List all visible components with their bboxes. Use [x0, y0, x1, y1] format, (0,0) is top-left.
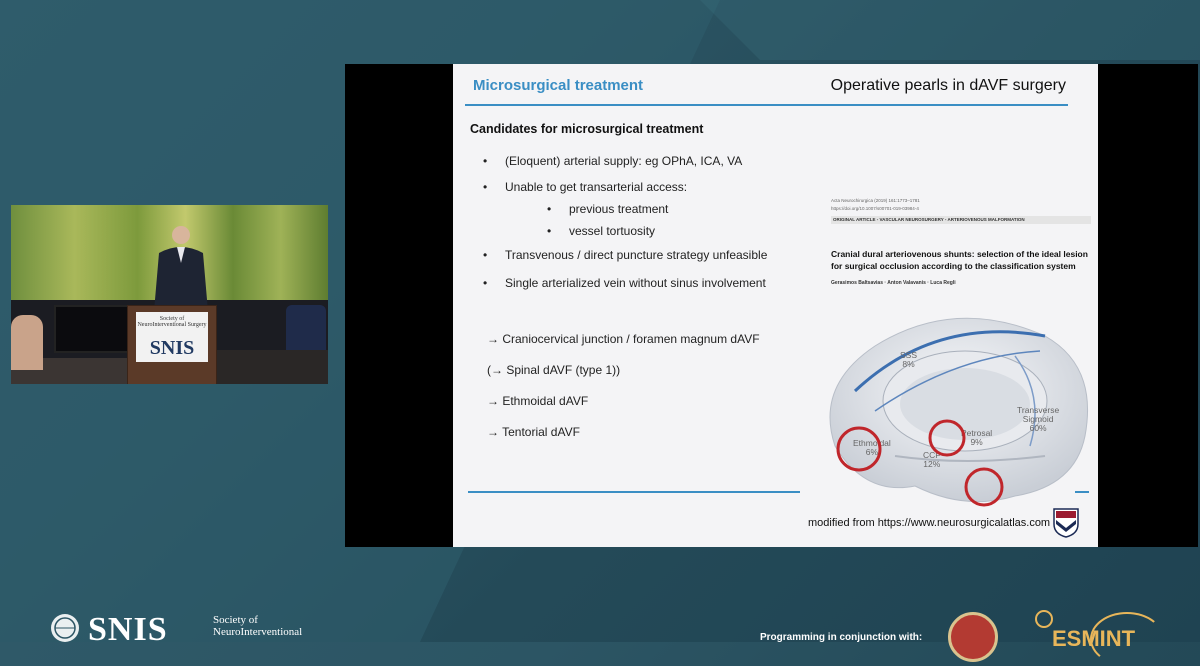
paper-title: Cranial dural arteriovenous shunts: selection of the ideal lesion for surgical occlusion according to the classification system: [831, 249, 1088, 271]
paper-reference: [831, 196, 1098, 286]
petrosal-circle: [930, 421, 964, 455]
label-ccf: CCF 12%: [923, 450, 941, 469]
panel-person: [11, 315, 43, 370]
speaker-video: [11, 205, 328, 384]
podium: [127, 305, 217, 384]
arrow-item: → Tentorial dAVF: [487, 425, 580, 439]
stage-chair: [286, 305, 326, 355]
arrow-item: (→ Spinal dAVF (type 1)): [487, 363, 621, 377]
podium-sign-small: Society of NeuroInterventional Surgery: [137, 316, 207, 328]
label-transverse-sigmoid: Transverse Sigmoid 60%: [1017, 405, 1060, 433]
stage-table: [216, 350, 328, 384]
paper-doi: https://doi.org/10.1007/s00701-019-03984-4: [831, 206, 919, 211]
sub-bullet-item: • vessel tortuosity: [547, 224, 656, 238]
snis-wordmark: SNIS: [88, 611, 168, 648]
programming-partner-label: Programming in conjunction with:: [760, 632, 923, 643]
arrow-item: → Ethmoidal dAVF: [487, 394, 589, 408]
paper-category: ORIGINAL ARTICLE - VASCULAR NEUROSURGERY - ARTERIOVENOUS MALFORMATION: [831, 216, 1091, 224]
slide-subtitle: Candidates for microsurgical treatment: [470, 122, 704, 136]
bullet-item: • Transvenous / direct puncture strategy unfeasible: [483, 248, 768, 262]
arrow-item: → Craniocervical junction / foramen magnum dAVF: [487, 332, 760, 346]
partner-seal-icon: [948, 612, 998, 662]
presentation-slide: [453, 64, 1098, 547]
podium-sign-snis: SNIS: [149, 337, 195, 359]
header-divider: [465, 104, 1068, 106]
bullet-item: • (Eloquent) arterial supply: eg OPhA, ICA, VA: [483, 154, 743, 168]
podium-sign: [136, 312, 208, 362]
snis-globe-icon: [48, 608, 82, 642]
stage-monitor: [54, 305, 130, 353]
paper-citation: Acta Neurochirurgica (2019) 161:1773–1781: [831, 198, 920, 203]
footer-divider-left: [468, 491, 800, 493]
slide-section-title: Microsurgical treatment: [473, 77, 644, 94]
label-petrosal: Petrosal 9%: [961, 428, 993, 447]
label-ethmoidal: Ethmoidal 6%: [853, 438, 891, 457]
brain-sinus-illustration: [815, 296, 1098, 516]
esmint-mark-icon: [1035, 610, 1053, 628]
sub-bullet-item: • previous treatment: [547, 202, 669, 216]
label-sss: SSS 8%: [900, 350, 918, 369]
bullet-item: • Unable to get transarterial access:: [483, 180, 688, 194]
esmint-wordmark: ESMINT: [1052, 626, 1136, 651]
highlight-circles: [815, 296, 1098, 516]
university-crest-icon: [1053, 508, 1079, 538]
snis-society-text: Society of NeuroInterventional: [213, 614, 303, 638]
ethmoidal-circle: [838, 428, 880, 470]
paper-authors: Gerasimos Baltsavias · Anton Valavanis · Luca Regli: [831, 280, 956, 286]
slide-source-note: modified from https://www.neurosurgicalatlas.com: [808, 517, 1051, 529]
foramen-circle: [966, 469, 1002, 505]
slide-deck-title: Operative pearls in dAVF surgery: [830, 77, 1066, 94]
bullet-item: • Single arterialized vein without sinus involvement: [483, 276, 766, 290]
